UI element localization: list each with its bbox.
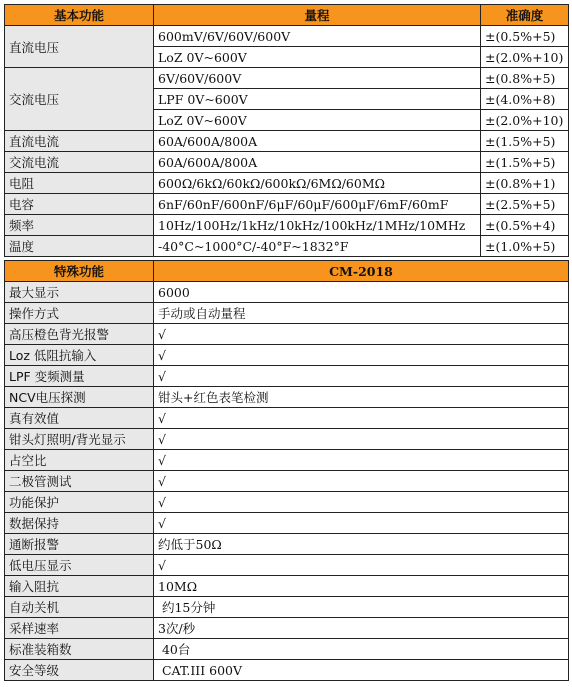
header-model: CM-2018 bbox=[154, 261, 569, 282]
feature-label: 操作方式 bbox=[5, 303, 154, 324]
accuracy-cell: ±(2.0%+10) bbox=[481, 110, 569, 131]
header-range: 量程 bbox=[154, 5, 481, 26]
feature-value: 6000 bbox=[154, 282, 569, 303]
accuracy-cell: ±(1.5%+5) bbox=[481, 152, 569, 173]
feature-label: 功能保护 bbox=[5, 492, 154, 513]
table-row bbox=[5, 194, 569, 215]
accuracy-cell: ±(2.5%+5) bbox=[481, 194, 569, 215]
range-cell: LPF 0V~600V bbox=[154, 89, 481, 110]
basic-function-table bbox=[4, 4, 569, 257]
feature-value: 10MΩ bbox=[154, 576, 569, 597]
table-row bbox=[5, 173, 569, 194]
accuracy-cell: ±(1.0%+5) bbox=[481, 236, 569, 257]
feature-label: 采样速率 bbox=[5, 618, 154, 639]
range-cell: 10Hz/100Hz/1kHz/10kHz/100kHz/1MHz/10MHz bbox=[154, 215, 481, 236]
table-row bbox=[5, 597, 569, 618]
feature-label: 最大显示 bbox=[5, 282, 154, 303]
accuracy-cell: ±(0.8%+1) bbox=[481, 173, 569, 194]
range-cell: LoZ 0V~600V bbox=[154, 47, 481, 68]
header-special-function: 特殊功能 bbox=[5, 261, 154, 282]
check-mark-icon: √ bbox=[154, 555, 569, 576]
table-row bbox=[5, 303, 569, 324]
table-row bbox=[5, 215, 569, 236]
check-mark-icon: √ bbox=[154, 408, 569, 429]
accuracy-cell: ±(0.5%+4) bbox=[481, 215, 569, 236]
check-mark-icon: √ bbox=[154, 450, 569, 471]
header-accuracy: 准确度 bbox=[481, 5, 569, 26]
feature-value: 约低于50Ω bbox=[154, 534, 569, 555]
accuracy-cell: ±(0.8%+5) bbox=[481, 68, 569, 89]
table-row bbox=[5, 513, 569, 534]
feature-value: 3次/秒 bbox=[154, 618, 569, 639]
check-mark-icon: √ bbox=[154, 471, 569, 492]
range-cell: 60A/600A/800A bbox=[154, 131, 481, 152]
feature-value: 钳头+红色表笔检测 bbox=[154, 387, 569, 408]
feature-label: 标准装箱数 bbox=[5, 639, 154, 660]
accuracy-cell: ±(0.5%+5) bbox=[481, 26, 569, 47]
table-row bbox=[5, 660, 569, 681]
function-label: 电阻 bbox=[5, 173, 154, 194]
function-label: 直流电流 bbox=[5, 131, 154, 152]
table-header-row bbox=[5, 5, 569, 26]
feature-label: 真有效值 bbox=[5, 408, 154, 429]
table-row bbox=[5, 429, 569, 450]
accuracy-cell: ±(4.0%+8) bbox=[481, 89, 569, 110]
table-row bbox=[5, 450, 569, 471]
feature-value: 40台 bbox=[154, 639, 569, 660]
function-label: 温度 bbox=[5, 236, 154, 257]
table-row bbox=[5, 576, 569, 597]
table-row bbox=[5, 408, 569, 429]
range-cell: LoZ 0V~600V bbox=[154, 110, 481, 131]
table-row bbox=[5, 26, 569, 47]
table-row bbox=[5, 131, 569, 152]
feature-label: 低电压显示 bbox=[5, 555, 154, 576]
table-row bbox=[5, 639, 569, 660]
table-header-row bbox=[5, 261, 569, 282]
table-row bbox=[5, 492, 569, 513]
accuracy-cell: ±(2.0%+10) bbox=[481, 47, 569, 68]
table-row bbox=[5, 471, 569, 492]
feature-label: 自动关机 bbox=[5, 597, 154, 618]
range-cell: 6V/60V/600V bbox=[154, 68, 481, 89]
function-label: 直流电压 bbox=[5, 26, 154, 68]
feature-label: Loz 低阻抗输入 bbox=[5, 345, 154, 366]
table-row bbox=[5, 236, 569, 257]
check-mark-icon: √ bbox=[154, 366, 569, 387]
feature-label: LPF 变频测量 bbox=[5, 366, 154, 387]
feature-label: 占空比 bbox=[5, 450, 154, 471]
feature-label: 输入阻抗 bbox=[5, 576, 154, 597]
accuracy-cell: ±(1.5%+5) bbox=[481, 131, 569, 152]
function-label: 交流电流 bbox=[5, 152, 154, 173]
table-row bbox=[5, 68, 569, 89]
feature-value: 手动或自动量程 bbox=[154, 303, 569, 324]
check-mark-icon: √ bbox=[154, 513, 569, 534]
table-row bbox=[5, 282, 569, 303]
check-mark-icon: √ bbox=[154, 345, 569, 366]
range-cell: -40°C~1000°C/-40°F~1832°F bbox=[154, 236, 481, 257]
special-function-table bbox=[4, 260, 569, 681]
feature-label: 安全等级 bbox=[5, 660, 154, 681]
table-row bbox=[5, 345, 569, 366]
table-row bbox=[5, 534, 569, 555]
check-mark-icon: √ bbox=[154, 324, 569, 345]
function-label: 电容 bbox=[5, 194, 154, 215]
range-cell: 60A/600A/800A bbox=[154, 152, 481, 173]
feature-value: CAT.III 600V bbox=[154, 660, 569, 681]
table-row bbox=[5, 152, 569, 173]
range-cell: 600Ω/6kΩ/60kΩ/600kΩ/6MΩ/60MΩ bbox=[154, 173, 481, 194]
table-row bbox=[5, 618, 569, 639]
table-row bbox=[5, 387, 569, 408]
feature-label: 二极管测试 bbox=[5, 471, 154, 492]
feature-label: 数据保持 bbox=[5, 513, 154, 534]
header-basic-function: 基本功能 bbox=[5, 5, 154, 26]
function-label: 交流电压 bbox=[5, 68, 154, 131]
table-row bbox=[5, 324, 569, 345]
range-cell: 6nF/60nF/600nF/6μF/60μF/600μF/6mF/60mF bbox=[154, 194, 481, 215]
table-row bbox=[5, 555, 569, 576]
table-row bbox=[5, 366, 569, 387]
check-mark-icon: √ bbox=[154, 429, 569, 450]
range-cell: 600mV/6V/60V/600V bbox=[154, 26, 481, 47]
function-label: 频率 bbox=[5, 215, 154, 236]
feature-value: 约15分钟 bbox=[154, 597, 569, 618]
check-mark-icon: √ bbox=[154, 492, 569, 513]
feature-label: 高压橙色背光报警 bbox=[5, 324, 154, 345]
feature-label: 钳头灯照明/背光显示 bbox=[5, 429, 154, 450]
feature-label: 通断报警 bbox=[5, 534, 154, 555]
feature-label: NCV电压探测 bbox=[5, 387, 154, 408]
